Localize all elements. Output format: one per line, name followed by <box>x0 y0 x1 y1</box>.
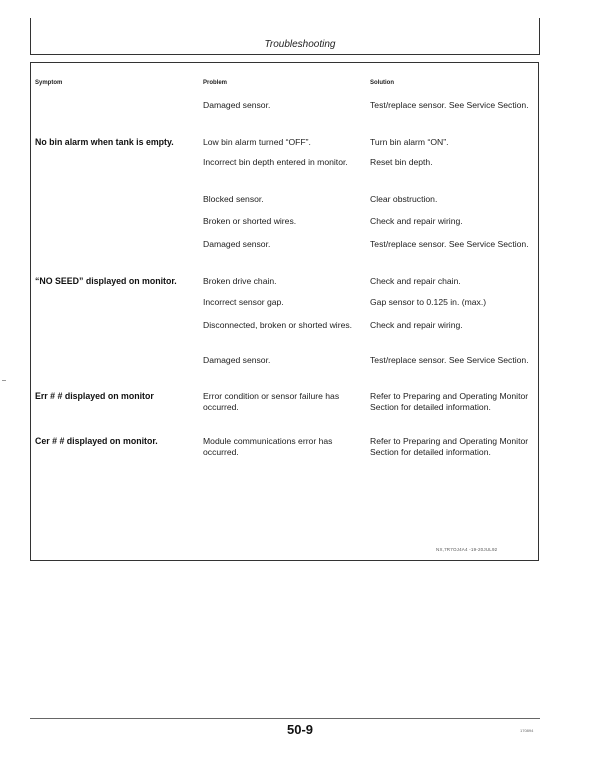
row-symptom: Err # # displayed on monitor <box>35 391 154 401</box>
row-solution: Check and repair chain. <box>370 276 461 286</box>
row-solution: Test/replace sensor. See Service Section. <box>370 355 529 365</box>
row-problem: Disconnected, broken or shorted wires. <box>203 320 353 330</box>
row-problem: Incorrect bin depth entered in monitor. <box>203 157 348 167</box>
row-symptom: No bin alarm when tank is empty. <box>35 137 174 147</box>
header-rule <box>30 54 540 55</box>
row-problem: Blocked sensor. <box>203 194 264 204</box>
row-problem: Low bin alarm turned “OFF”. <box>203 137 311 147</box>
column-header-symptom: Symptom <box>35 80 63 86</box>
row-problem: Damaged sensor. <box>203 355 271 365</box>
row-solution: Test/replace sensor. See Service Section. <box>370 239 529 249</box>
row-problem: Error condition or sensor failure has occurred. <box>203 391 340 412</box>
row-problem: Broken drive chain. <box>203 276 277 286</box>
row-problem: Damaged sensor. <box>203 100 271 110</box>
row-solution: Turn bin alarm “ON”. <box>370 137 449 147</box>
margin-mark <box>2 380 6 381</box>
reference-code: NX,7R7OJ4A4 -19-20JUL92 <box>436 547 498 552</box>
row-solution: Check and repair wiring. <box>370 320 463 330</box>
footer-rule <box>30 718 540 719</box>
row-symptom: “NO SEED” displayed on monitor. <box>35 276 177 286</box>
row-problem: Damaged sensor. <box>203 239 271 249</box>
row-problem: Module communications error has occurred. <box>203 436 333 457</box>
row-solution: Check and repair wiring. <box>370 216 463 226</box>
row-solution: Gap sensor to 0.125 in. (max.) <box>370 297 487 307</box>
row-solution: Reset bin depth. <box>370 157 433 167</box>
page-number: 50-9 <box>286 722 314 737</box>
row-solution: Refer to Preparing and Operating Monitor Section for detailed information. <box>370 391 529 412</box>
row-solution: Test/replace sensor. See Service Section. <box>370 100 529 110</box>
row-problem: Incorrect sensor gap. <box>203 297 284 307</box>
row-problem: Broken or shorted wires. <box>203 216 297 226</box>
row-solution: Clear obstruction. <box>370 194 438 204</box>
section-title: Troubleshooting <box>264 39 336 50</box>
row-symptom: Cer # # displayed on monitor. <box>35 436 158 446</box>
column-header-solution: Solution <box>370 80 394 86</box>
column-header-problem: Problem <box>203 80 228 86</box>
row-solution: Refer to Preparing and Operating Monitor Section for detailed information. <box>370 436 529 457</box>
footer-code: 170894 <box>520 728 534 733</box>
